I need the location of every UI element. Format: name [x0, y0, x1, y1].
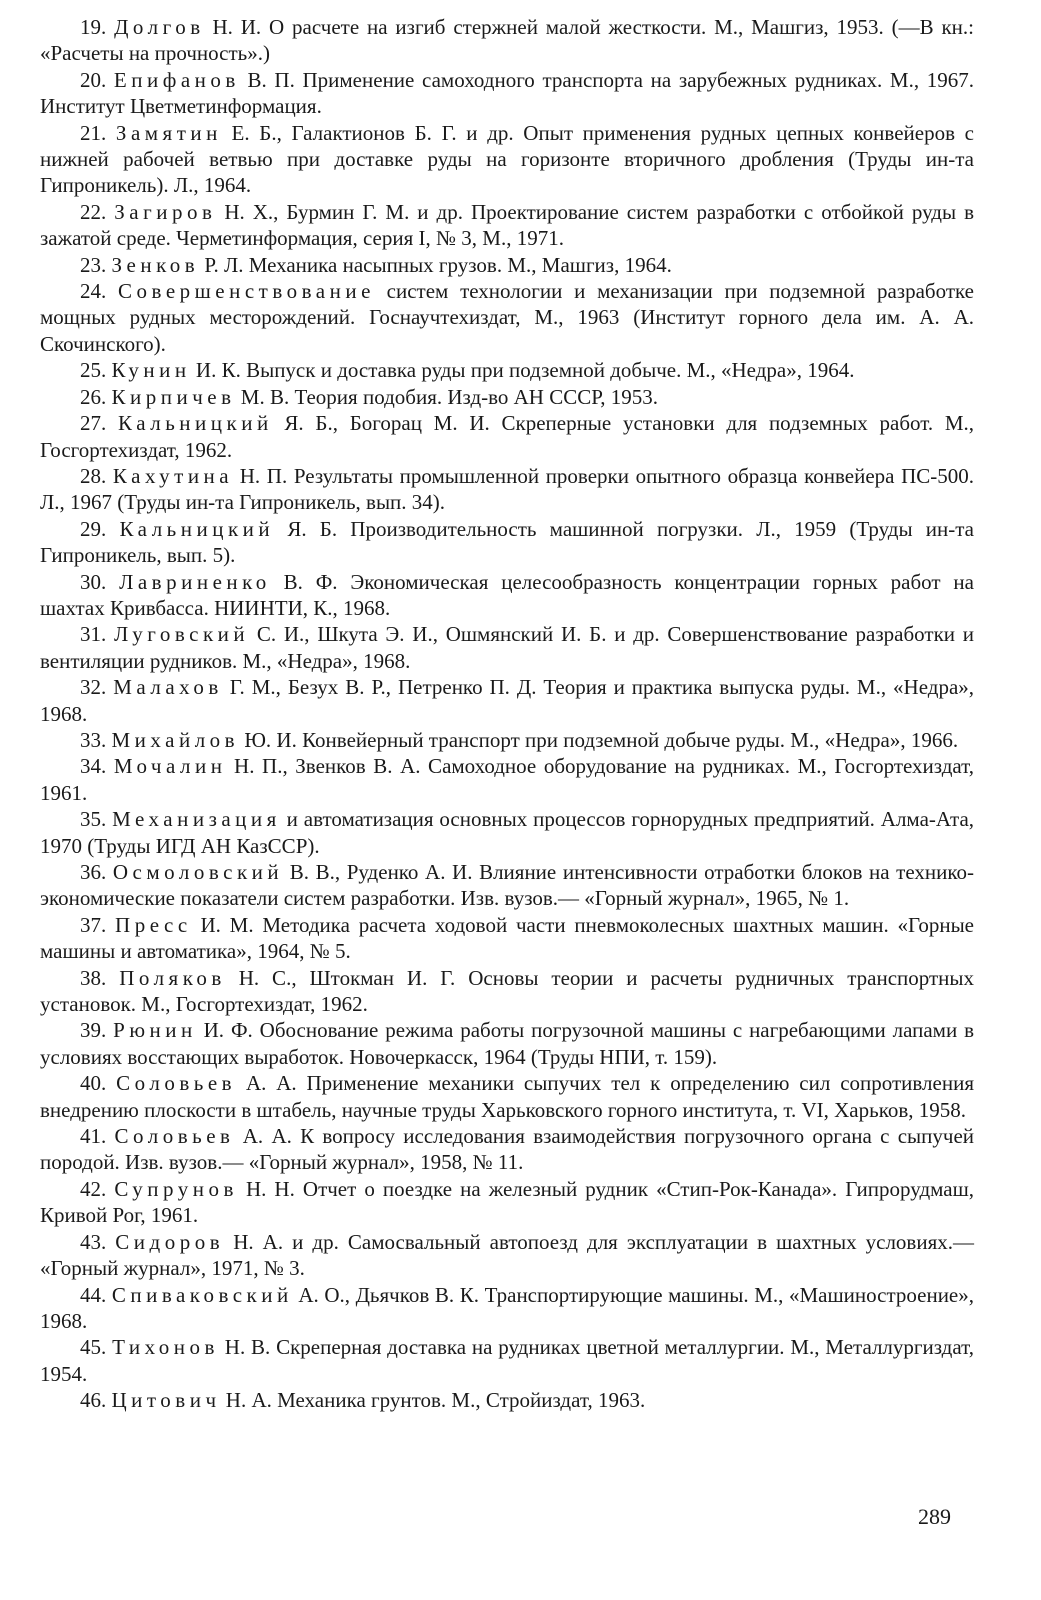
reference-author: Пресс	[115, 912, 192, 937]
reference-number: 32.	[80, 675, 107, 700]
reference-text: Н. П., Звенков В. А. Самоходное оборудование на рудниках. М., Госгортехиздат, 1961.	[40, 754, 975, 805]
reference-author: Поляков	[119, 965, 226, 990]
reference-text: Н. П. Результаты промышленной проверки опытного образца конвейера ПС-500. Л., 1967 (Труды ин-та Гипроникель, вып. 34).	[40, 463, 975, 515]
reference-number: 45.	[80, 1335, 107, 1360]
reference-text: Я. Б., Богорац М. И. Скреперные установки для подземных работ. М., Госгортехиздат, 1962.	[40, 411, 974, 462]
reference-item	[40, 384, 974, 410]
reference-author: Сидоров	[115, 1229, 225, 1254]
reference-text: Г. М., Безух В. Р., Петренко П. Д. Теория и практика выпуска руды. М., «Недра», 1968.	[40, 675, 975, 726]
reference-item	[40, 463, 974, 516]
reference-author: Совершенствование	[118, 279, 375, 304]
reference-number: 25.	[80, 358, 107, 383]
reference-text: Н. И. О расчете на изгиб стержней малой жесткости. М., Машгиз, 1953. (—В кн.: «Расчеты на прочность».)	[40, 15, 975, 66]
reference-item	[40, 674, 974, 727]
reference-text: В. П. Применение самоходного транспорта на зарубежных рудниках. М., 1967. Институт Цветметинформация.	[40, 67, 974, 119]
reference-author: Лавриненко	[119, 569, 271, 594]
reference-author: Долгов	[114, 15, 205, 39]
reference-item	[40, 569, 974, 622]
reference-number: 21.	[80, 120, 107, 145]
reference-author: Луговский	[114, 622, 250, 647]
reference-item	[40, 965, 974, 1018]
reference-author: Малахов	[113, 675, 223, 700]
reference-item	[40, 806, 974, 859]
reference-author: Замятин	[115, 120, 222, 145]
reference-item	[40, 1334, 974, 1387]
reference-item	[40, 727, 974, 753]
reference-author: Кахутина	[112, 463, 234, 488]
reference-item	[40, 199, 974, 252]
reference-author: Соловьев	[116, 1071, 237, 1096]
reference-text: Н. С., Штокман И. Г. Основы теории и расчеты рудничных транспортных установок. М., Госгортехиздат, 1962.	[40, 965, 974, 1017]
reference-number: 20.	[80, 67, 107, 92]
reference-number: 35.	[80, 807, 107, 832]
reference-item	[40, 1387, 974, 1413]
reference-author: Супрунов	[114, 1176, 238, 1201]
reference-author: Цитович	[111, 1388, 221, 1413]
reference-text: Р. Л. Механика насыпных грузов. М., Машгиз, 1964.	[199, 252, 672, 277]
reference-author: Мочалин	[113, 754, 227, 779]
reference-text: И. М. Методика расчета ходовой части пневмоколесных шахтных машин. «Горные машины и автоматика», 1964, № 5.	[40, 912, 975, 964]
reference-number: 41.	[80, 1124, 107, 1149]
page-number: 289	[918, 1504, 951, 1529]
reference-text: С. И., Шкута Э. И., Ошмянский И. Б. и др. Совершенствование разработки и вентиляции рудников. М., «Недра», 1968.	[40, 622, 975, 673]
reference-item	[40, 1282, 974, 1335]
reference-text: И. Ф. Обоснование режима работы погрузочной машины с нагребающими лапами в условиях восстающих выработок. Новочеркасск, 1964 (Труды НПИ, т. 159).	[40, 1018, 975, 1069]
reference-text: Н. В. Скреперная доставка на рудниках цветной металлургии. М., Металлургиздат, 1954.	[40, 1335, 974, 1386]
reference-author: Кирпичев	[111, 384, 236, 409]
reference-author: Спиваковский	[111, 1282, 293, 1307]
reference-number: 27.	[80, 411, 107, 436]
reference-item	[40, 1176, 974, 1229]
reference-text: Я. Б. Производительность машинной погрузки. Л., 1959 (Труды ин-та Гипроникель, вып. 5).	[40, 516, 974, 568]
reference-item	[40, 120, 974, 199]
reference-item	[40, 859, 974, 912]
reference-author: Епифанов	[113, 67, 240, 92]
reference-text: И. К. Выпуск и доставка руды при подземной добыче. М., «Недра», 1964.	[190, 358, 855, 383]
reference-number: 44.	[80, 1282, 107, 1307]
reference-number: 29.	[80, 516, 107, 541]
reference-author: Соловьев	[114, 1124, 235, 1149]
reference-number: 31.	[80, 622, 107, 647]
reference-text: В. В., Руденко А. И. Влияние интенсивности отработки блоков на технико-экономические показатели систем разработки. Изв. вузов.— «Горный журнал», 1965, № 1.	[40, 860, 975, 911]
reference-author: Рюнин	[113, 1018, 197, 1043]
reference-item	[40, 912, 974, 965]
reference-number: 28.	[80, 463, 107, 488]
reference-item	[40, 753, 974, 806]
reference-text: Н. Х., Бурмин Г. М. и др. Проектирование систем разработки с отбойкой руды в зажатой среде. Черметинформация, серия I, № 3, М., 1971.	[40, 199, 975, 251]
reference-author: Михайлов	[111, 727, 240, 752]
reference-number: 37.	[80, 912, 107, 937]
reference-author: Кунин	[111, 358, 191, 383]
reference-list	[40, 14, 974, 1414]
reference-item	[40, 14, 974, 67]
reference-author: Кальницкий	[118, 411, 273, 436]
reference-number: 26.	[80, 384, 107, 409]
reference-text: Н. А. и др. Самосвальный автопоезд для эксплуатации в шахтных условиях.— «Горный журнал», 1971, № 3.	[40, 1229, 974, 1281]
reference-number: 22.	[80, 199, 107, 224]
reference-item	[40, 278, 974, 357]
reference-number: 38.	[80, 965, 107, 990]
reference-author: Кальницкий	[119, 516, 275, 541]
reference-author: Загиров	[114, 199, 217, 224]
reference-item	[40, 1070, 974, 1123]
reference-text: и автоматизация основных процессов горнорудных предприятий. Алма-Ата, 1970 (Труды ИГД АН КазССР).	[40, 807, 975, 858]
reference-text: Е. Б., Галактионов Б. Г. и др. Опыт применения рудных цепных конвейеров с нижней рабочей ветвью при доставке руды на горизонте вторичного дробления (Труды ин-та Гипроникель). Л., 1964.	[40, 120, 974, 198]
reference-text: А. А. Применение механики сыпучих тел к определению сил сопротивления внедрению плоскости в штабель, научные труды Харьковского горного института, т. VI, Харьков, 1958.	[40, 1071, 974, 1122]
reference-item	[40, 516, 974, 569]
reference-text: систем технологии и механизации при подземной разработке мощных рудных месторождений. Госнаучтехиздат, М., 1963 (Институт горного дела им. А. А. Скочинского).	[40, 279, 975, 356]
reference-item	[40, 67, 974, 120]
reference-author: Зенков	[111, 252, 200, 277]
reference-number: 42.	[80, 1176, 107, 1201]
reference-item	[40, 410, 974, 463]
reference-text: В. Ф. Экономическая целесообразность концентрации горных работ на шахтах Кривбасса. НИИНТИ, К., 1968.	[40, 569, 974, 620]
reference-item	[40, 1017, 974, 1070]
reference-text: А. А. К вопросу исследования взаимодействия погрузочного органа с сыпучей породой. Изв. вузов.— «Горный журнал», 1958, № 11.	[40, 1124, 975, 1175]
reference-text: Ю. И. Конвейерный транспорт при подземной добыче руды. М., «Недра», 1966.	[239, 727, 959, 752]
reference-item	[40, 252, 974, 278]
reference-number: 39.	[80, 1018, 107, 1043]
reference-item	[40, 1123, 974, 1176]
reference-item	[40, 621, 974, 674]
reference-text: Н. А. Механика грунтов. М., Стройиздат, 1963.	[220, 1388, 646, 1413]
reference-number: 43.	[80, 1229, 107, 1254]
reference-number: 33.	[80, 727, 107, 752]
reference-number: 30.	[80, 569, 107, 594]
reference-text: А. О., Дьячков В. К. Транспортирующие машины. М., «Машиностроение», 1968.	[40, 1282, 975, 1333]
reference-author: Осмоловский	[112, 860, 284, 884]
reference-author: Механизация	[112, 807, 281, 832]
reference-number: 40.	[80, 1071, 107, 1096]
reference-number: 46.	[80, 1388, 107, 1413]
reference-number: 19.	[80, 15, 107, 39]
reference-number: 23.	[80, 252, 107, 277]
reference-number: 36.	[80, 860, 107, 884]
reference-number: 24.	[80, 279, 107, 304]
reference-number: 34.	[80, 754, 107, 779]
reference-item	[40, 357, 974, 383]
reference-item	[40, 1229, 974, 1282]
reference-text: Н. Н. Отчет о поездке на железный рудник «Стип-Рок-Канада». Гипрорудмаш, Кривой Рог, 1961.	[40, 1176, 975, 1228]
reference-author: Тихонов	[112, 1335, 219, 1360]
reference-text: М. В. Теория подобия. Изд-во АН СССР, 1953.	[235, 384, 659, 409]
